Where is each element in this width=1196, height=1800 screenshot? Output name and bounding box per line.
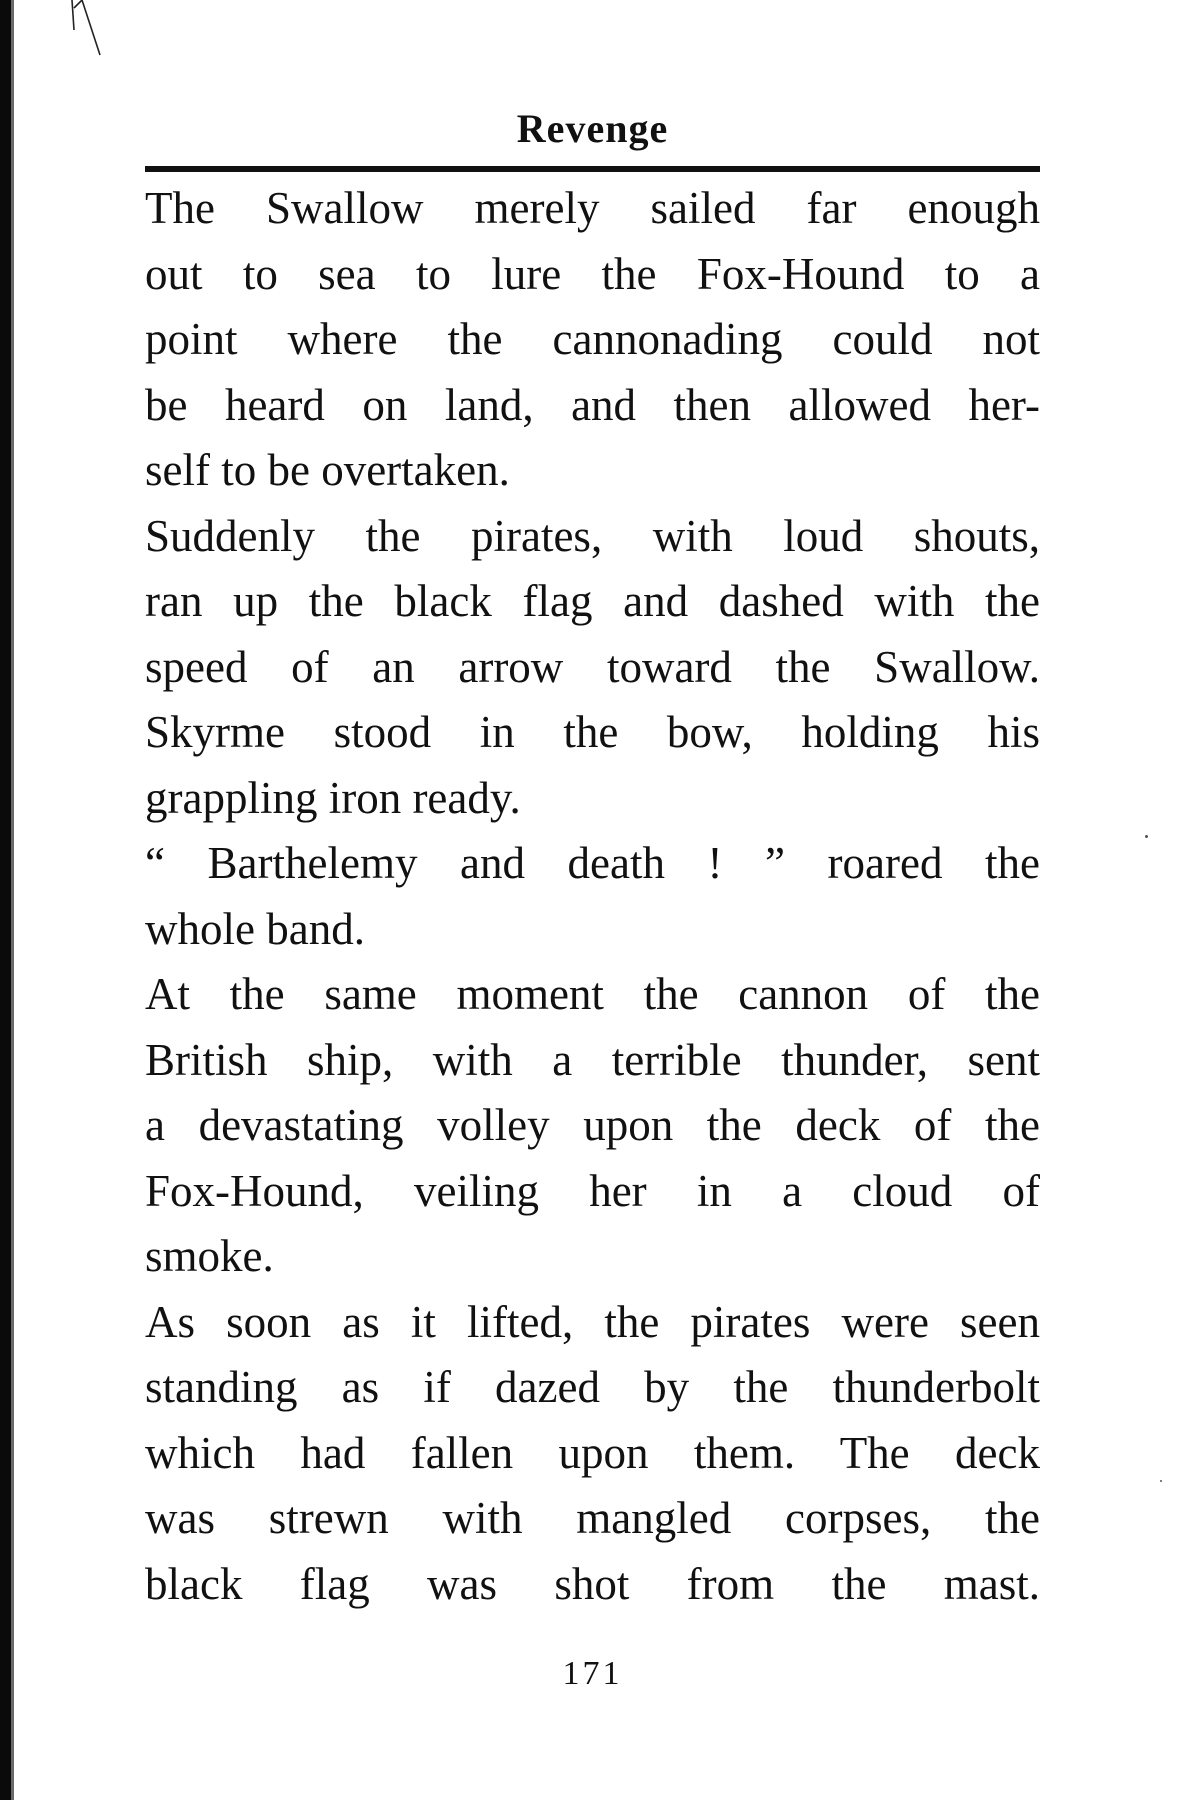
- text-line: ran up the black flag and dashed with the: [145, 576, 1040, 626]
- text-line: black flag was shot from the mast.: [145, 1558, 1040, 1609]
- scan-speck: [1145, 835, 1148, 838]
- text-line: speed of an arrow toward the Swallow.: [145, 641, 1040, 692]
- text-line: standing as if dazed by the thunderbolt: [145, 1362, 1040, 1412]
- text-line: Skyrme stood in the bow, holding his: [145, 707, 1040, 757]
- header-rule: [145, 166, 1040, 172]
- text-line: whole band.: [145, 903, 365, 954]
- text-line: At the same moment the cannon of the: [145, 969, 1040, 1019]
- text-line: The Swallow merely sailed far enough: [145, 183, 1040, 233]
- text-line: As soon as it lifted, the pirates were seen: [145, 1296, 1040, 1347]
- scan-speck: [1160, 1480, 1162, 1482]
- page-spine-edge: [11, 0, 14, 1800]
- body-text: [145, 176, 1040, 1617]
- text-line: was strewn with mangled corpses, the: [145, 1493, 1040, 1543]
- text-line: point where the cannonading could not: [145, 314, 1040, 364]
- text-line: “ Barthelemy and death ! ” roared the: [145, 838, 1040, 888]
- text-line: a devastating volley upon the deck of the: [145, 1100, 1040, 1150]
- text-line: Suddenly the pirates, with loud shouts,: [145, 510, 1040, 561]
- text-line: Fox-Hound, veiling her in a cloud of: [145, 1165, 1040, 1216]
- text-line: smoke.: [145, 1231, 274, 1281]
- text-line: grappling iron ready.: [145, 772, 521, 823]
- text-line: self to be overtaken.: [145, 445, 510, 495]
- corner-scan-mark: [70, 0, 120, 75]
- book-page: [145, 100, 1040, 1617]
- page-spine-shadow: [0, 0, 11, 1800]
- text-line: which had fallen upon them. The deck: [145, 1427, 1040, 1478]
- text-line: be heard on land, and then allowed her-: [145, 379, 1040, 430]
- page-number: 171: [562, 1655, 623, 1692]
- text-line: out to sea to lure the Fox-Hound to a: [145, 248, 1040, 299]
- text-line: British ship, with a terrible thunder, sent: [145, 1034, 1040, 1085]
- running-head: Revenge: [516, 106, 669, 151]
